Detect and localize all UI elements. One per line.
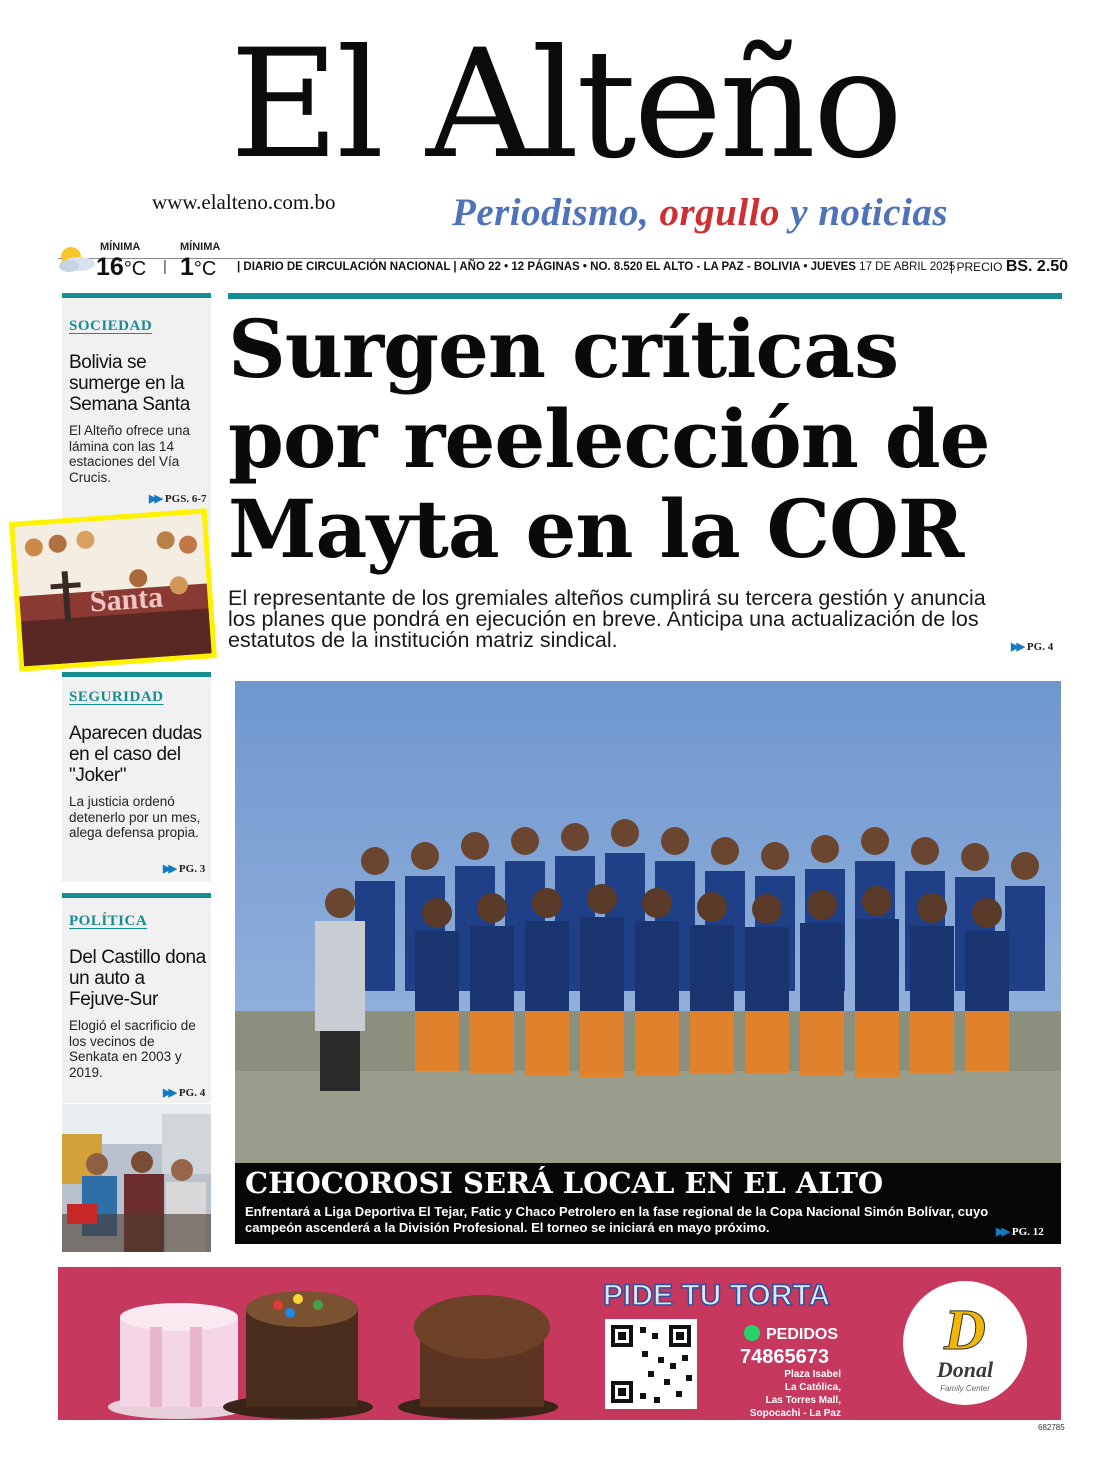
newspaper-title: El Alteño — [229, 18, 901, 192]
sidebar-rule-3 — [62, 893, 211, 898]
team-photo-image — [235, 681, 1061, 1244]
ad-location-3: Las Torres Mall, — [765, 1395, 841, 1406]
sidebar-summary-1: El Alteño ofrece una lámina con las 14 estaciones del Vía Crucis. — [69, 423, 190, 485]
ad-artwork — [58, 1267, 1061, 1420]
website-url[interactable]: www.elalteno.com.bo — [152, 190, 336, 214]
sidebar-summary-2: La justicia ordenó detenerlo por un mes, alega defensa propia. — [69, 794, 201, 840]
sidebar-headline-2[interactable]: Aparecen dudas en el caso del "Joker" — [69, 723, 202, 786]
page-ref-2[interactable]: ▶▶ PG. 3 — [163, 863, 206, 875]
whatsapp-icon — [744, 1325, 760, 1341]
slogan: Periodismo, orgullo y noticias — [452, 191, 949, 234]
arrow-icon: ▶▶ — [149, 493, 160, 505]
section-tag-sociedad[interactable]: SOCIEDAD — [69, 318, 153, 334]
min-temp-value-2: 1°C — [180, 253, 217, 281]
ad-code: 682785 — [1038, 1423, 1065, 1432]
ad-title: PIDE TU TORTA — [603, 1279, 831, 1312]
brand-tagline: Family Center — [940, 1384, 990, 1393]
brand-letter: D — [944, 1297, 986, 1362]
temp-separator: | — [163, 258, 167, 275]
santa-poster-image — [14, 514, 211, 667]
ad-location-2: La Católica, — [784, 1382, 841, 1393]
politica-photo[interactable] — [62, 1104, 211, 1252]
ad-orders-label: PEDIDOS — [766, 1326, 839, 1343]
sidebar-summary-3: Elogió el sacrificio de los vecinos de Senkata en 2003 y 2019. — [69, 1018, 196, 1080]
thumb-word: Santa — [88, 580, 165, 619]
advertisement-banner[interactable] — [58, 1267, 1061, 1420]
page-ref-3[interactable]: ▶▶ PG. 4 — [163, 1087, 206, 1099]
photo-caption: Enfrentará a Liga Deportiva El Tejar, Fatic y Chaco Petrolero en la fase regional de la Copa Nacional Simón Bolívar, cuyo campeón ascenderá a la División Profesional. El torneo se iniciará en mayo próximo. — [245, 1204, 989, 1235]
price: | PRECIO BS. 2.50 — [950, 258, 1069, 275]
lead-top-rule — [228, 293, 1062, 299]
lead-page-ref[interactable]: ▶▶ PG. 4 — [1011, 641, 1054, 653]
ad-phone[interactable]: 74865673 — [740, 1346, 829, 1368]
sidebar-headline-1[interactable]: Bolivia se sumerge en la Semana Santa — [69, 352, 190, 415]
arrow-icon: ▶▶ — [163, 863, 174, 875]
lead-headline[interactable]: Surgen críticas por reelección de Mayta en la COR — [228, 302, 990, 576]
semana-santa-thumbnail[interactable] — [9, 508, 217, 671]
lead-summary: El representante de los gremiales alteños cumplirá su tercera gestión y anuncia los planes que pondrá en ejecución en breve. Anticipa una actualización de los estatutos de la institución matriz sindical. — [228, 586, 986, 652]
section-tag-seguridad[interactable]: SEGURIDAD — [69, 689, 164, 705]
sidebar-headline-3[interactable]: Del Castillo dona un auto a Fejuve-Sur — [69, 947, 206, 1010]
section-tag-politica[interactable]: POLÍTICA — [69, 913, 148, 929]
min-temp-label-1: MÍNIMA — [100, 241, 141, 253]
sidebar-rule-1 — [62, 293, 211, 298]
photo-headline[interactable]: CHOCOROSI SERÁ LOCAL EN EL ALTO — [245, 1166, 884, 1200]
min-temp-value-1: 16°C — [96, 253, 147, 281]
photo-page-ref[interactable]: ▶▶ PG. 12 — [996, 1226, 1044, 1238]
sidebar-rule-2 — [62, 672, 211, 677]
team-photo[interactable] — [235, 681, 1061, 1244]
arrow-icon: ▶▶ — [1011, 641, 1022, 653]
partly-cloudy-icon — [55, 244, 97, 274]
min-temp-label-2: MÍNIMA — [180, 241, 221, 253]
ad-location-1: Plaza Isabel — [784, 1369, 841, 1380]
arrow-icon: ▶▶ — [163, 1087, 174, 1099]
edition-info: | DIARIO DE CIRCULACIÓN NACIONAL | AÑO 22 • 12 PÁGINAS • NO. 8.520 EL ALTO - LA PAZ - BOLIVIA • JUEVES 17 DE ABRIL 2025 — [237, 261, 956, 273]
ad-location-4: Sopocachi - La Paz — [749, 1408, 841, 1419]
arrow-icon: ▶▶ — [996, 1226, 1007, 1238]
brand-name: Donal — [936, 1357, 994, 1382]
page-ref-1[interactable]: ▶▶ PGS. 6-7 — [149, 493, 207, 505]
